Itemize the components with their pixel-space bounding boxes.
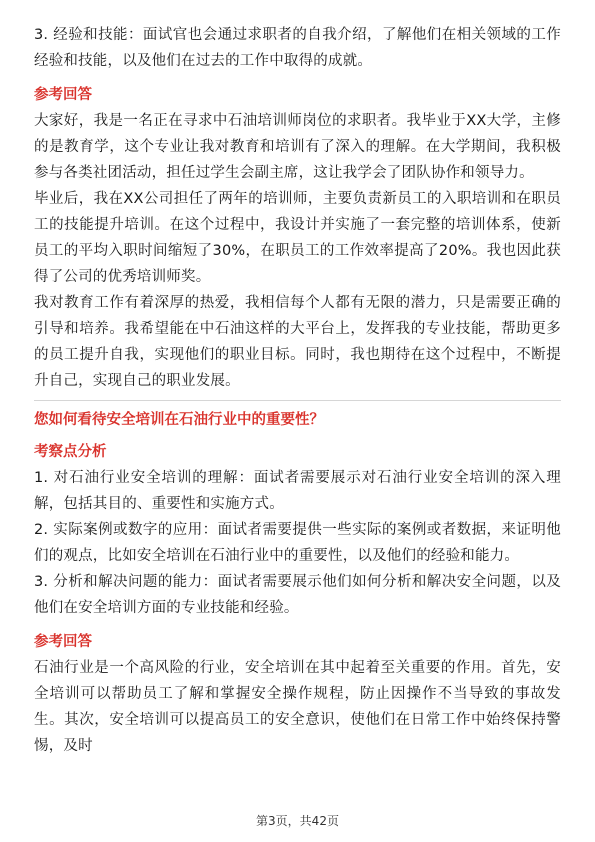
reference-answer-heading: 参考回答 xyxy=(34,87,92,103)
reference-answer-heading: 参考回答 xyxy=(34,634,92,650)
experience-skills-item: 3. 经验和技能：面试官也会通过求职者的自我介绍，了解他们在相关领域的工作经验和技能，以及他们在过去的工作中取得的成就。 xyxy=(34,27,561,69)
section-divider xyxy=(34,400,561,401)
answer-paragraph: 我对教育工作有着深厚的热爱，我相信每个人都有无限的潜力，只是需要正确的引导和培养。我希望能在中石油这样的大平台上，发挥我的专业技能，帮助更多的员工提升自我，实现他们的职业目标。同时，我也期待在这个过程中，不断提升自己，实现自己的职业发展。 xyxy=(34,295,561,389)
analysis-item: 3. 分析和解决问题的能力：面试者需要展示他们如何分析和解决安全问题，以及他们在安全培训方面的专业技能和经验。 xyxy=(34,574,561,616)
document-page xyxy=(34,22,561,759)
analysis-item: 2. 实际案例或数字的应用：面试者需要提供一些实际的案例或者数据，来证明他们的观点，比如安全培训在石油行业中的重要性，以及他们的经验和能力。 xyxy=(34,522,561,564)
answer-paragraph: 大家好，我是一名正在寻求中石油培训师岗位的求职者。我毕业于XX大学，主修的是教育学，这个专业让我对教育和培训有了深入的理解。在大学期间，我积极参与各类社团活动，担任过学生会副主席，这让我学会了团队协作和领导力。 xyxy=(34,113,561,181)
page-number-footer: 第3页，共42页 xyxy=(256,814,339,828)
answer-paragraph: 石油行业是一个高风险的行业，安全培训在其中起着至关重要的作用。首先，安全培训可以帮助员工了解和掌握安全操作规程，防止因操作不当导致的事故发生。其次，安全培训可以提高员工的安全意识，使他们在日常工作中始终保持警惕，及时 xyxy=(34,660,561,754)
analysis-heading: 考察点分析 xyxy=(34,444,107,460)
interview-question: 您如何看待安全培训在石油行业中的重要性？ xyxy=(34,412,324,428)
answer-paragraph: 毕业后，我在XX公司担任了两年的培训师，主要负责新员工的入职培训和在职员工的技能提升培训。在这个过程中，我设计并实施了一套完整的培训体系，使新员工的平均入职时间缩短了30%，在职员工的工作效率提高了20%。我也因此获得了公司的优秀培训师奖。 xyxy=(34,191,561,285)
analysis-item: 1. 对石油行业安全培训的理解：面试者需要展示对石油行业安全培训的深入理解，包括其目的、重要性和实施方式。 xyxy=(34,470,561,512)
